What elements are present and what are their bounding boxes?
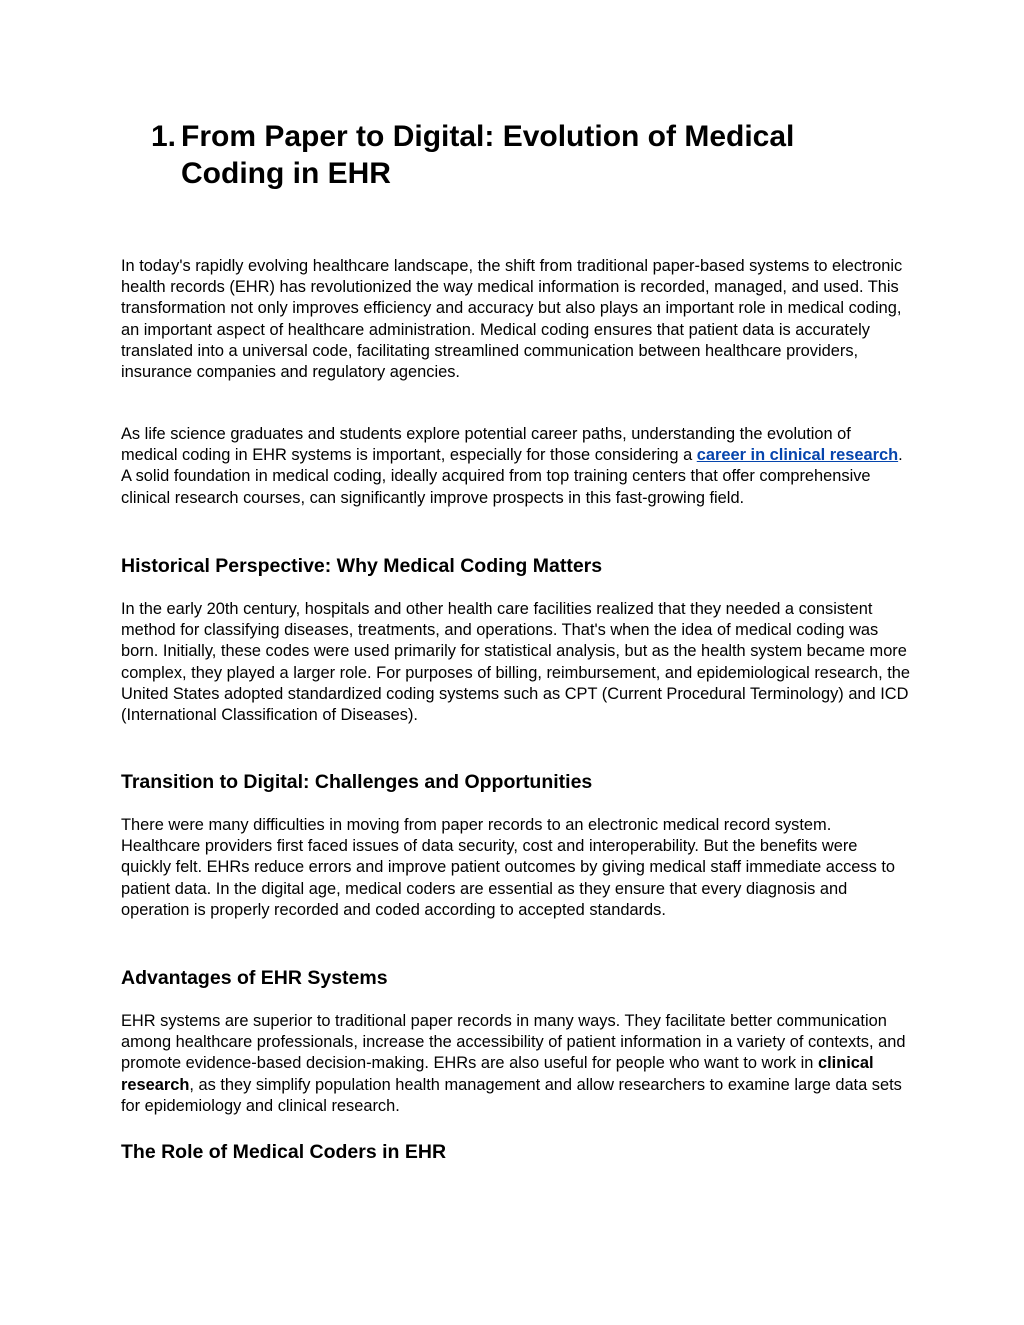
intro-paragraph-2-text-before: As life science graduates and students explore potential career paths, understanding the evolution of medical coding in EHR systems is important, especially for those considering a xyxy=(121,425,851,465)
advantages-text-after: , as they simplify population health management and allow researchers to examine large data sets for epidemiology and clinical research. xyxy=(121,1075,902,1115)
title-text: From Paper to Digital: Evolution of Medical Coding in EHR xyxy=(181,120,795,190)
intro-paragraph-2-text-after: . A solid foundation in medical coding, ideally acquired from top training centers that offer comprehensive clinical research courses, can significantly improve prospects in this fast-growing field. xyxy=(121,446,903,507)
title-number: 1. xyxy=(151,120,177,153)
section-heading-historical: Historical Perspective: Why Medical Coding Matters xyxy=(121,555,603,577)
advantages-text-before: EHR systems are superior to traditional paper records in many ways. They facilitate better communication among healthcare professionals, increase the accessibility of patient information in a variety of contexts, and promote evidence-based decision-making. EHRs are also useful for people who want to work in xyxy=(121,1012,906,1073)
section-body-historical: In the early 20th century, hospitals and other health care facilities realized that they needed a consistent method for classifying diseases, treatments, and operations. That's when the idea of medical coding was born. Initially, these codes were used primarily for statistical analysis, but as the health system became more complex, they played a larger role. For purposes of billing, reimbursement, and epidemiological research, the United States adopted standardized coding systems such as CPT (Current Procedural Terminology) and ICD (International Classification of Diseases). xyxy=(121,600,910,725)
section-heading-advantages: Advantages of EHR Systems xyxy=(121,967,388,989)
section-heading-transition: Transition to Digital: Challenges and Opportunities xyxy=(121,771,593,793)
section-body-advantages xyxy=(121,1011,911,1117)
section-heading-role-of-coders: The Role of Medical Coders in EHR xyxy=(121,1141,447,1163)
career-in-clinical-research-link[interactable]: career in clinical research xyxy=(696,446,899,465)
page-title xyxy=(151,118,871,192)
intro-paragraph-1: In today's rapidly evolving healthcare landscape, the shift from traditional paper-based systems to electronic health records (EHR) has revolutionized the way medical information is recorded, managed, and used. This transformation not only improves efficiency and accuracy but also plays an important role in medical coding, an important aspect of healthcare administration. Medical coding ensures that patient data is accurately translated into a universal code, facilitating streamlined communication between healthcare providers, insurance companies and regulatory agencies. xyxy=(121,257,903,382)
intro-paragraph-2 xyxy=(121,424,911,509)
section-body-transition: There were many difficulties in moving from paper records to an electronic medical record system. Healthcare providers first faced issues of data security, cost and interoperability. But the benefits were quickly felt. EHRs reduce errors and improve patient outcomes by giving medical staff immediate access to patient data. In the digital age, medical coders are essential as they ensure that every diagnosis and operation is properly recorded and coded according to accepted standards. xyxy=(121,816,896,919)
clinical-research-bold-text: clinical research xyxy=(121,1054,874,1094)
